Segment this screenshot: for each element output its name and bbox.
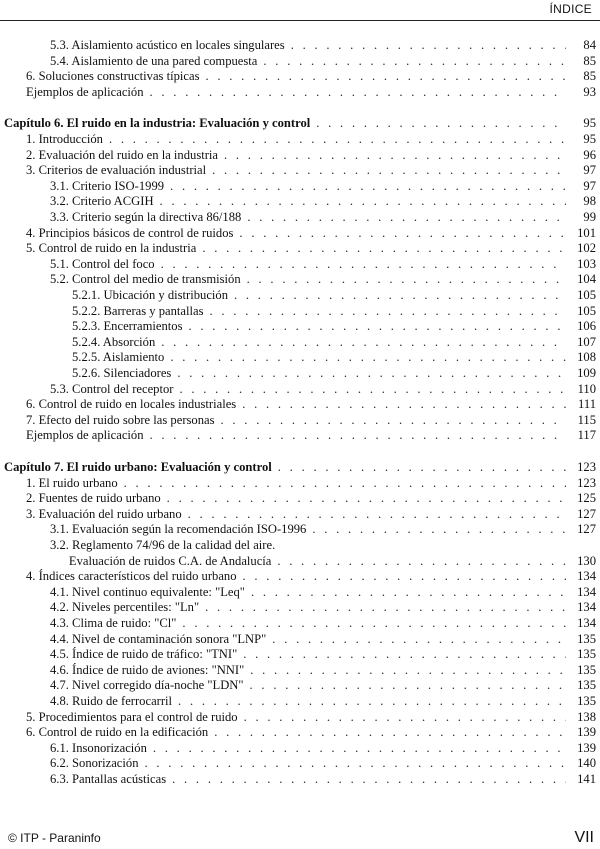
dot-leader [172,694,566,709]
toc-entry-title: Ejemplos de aplicación [26,428,144,443]
dot-leader [199,69,566,84]
toc-entry [0,522,600,537]
toc-entry [0,647,600,662]
dot-leader [228,288,566,303]
toc-entry [0,554,600,569]
toc-entry-page: 134 [577,569,596,584]
toc-entry [0,69,600,84]
publisher-footer: © ITP - Paraninfo [8,831,101,845]
toc-entry-title: 5.2.6. Silenciadores [72,366,172,380]
toc-entry-title: 5. Control de ruido en la industria [26,241,197,256]
toc-entry [0,226,600,241]
toc-entry-page: 95 [583,132,596,146]
dot-leader [118,476,566,491]
toc-entry-title: 4.6. Índice de ruido de aviones: "NNI" [50,662,245,677]
toc-entry-page: 102 [577,241,596,256]
toc-entry-title: 3.1. Evaluación según la recomendación ISO-1996 [50,522,307,537]
toc-entry-page: 101 [577,225,596,240]
toc-entry-title: 3.1. Criterio ISO-1999 [50,178,165,193]
dot-leader [161,491,566,506]
toc-entry-page: 135 [577,694,596,708]
toc-entry [0,319,600,334]
toc-entry-title: 6. Soluciones constructivas típicas [26,69,200,84]
toc-entry [0,725,600,740]
dot-leader [237,647,566,662]
dot-leader [215,413,566,428]
toc-entry [0,210,600,225]
toc-entry-page: 127 [577,506,596,521]
dot-leader [244,678,566,693]
dot-leader [173,382,566,397]
toc-entry-page: 97 [583,163,596,178]
dot-leader [206,163,566,178]
toc-chapter-entry [0,116,600,131]
dot-leader [306,522,566,537]
toc-entry-title: 5.4. Aislamiento de una pared compuesta [50,53,258,68]
toc-entry-title: 5.2.4. Absorción [72,334,156,349]
toc-entry-title: 6.1. Insonorización [50,740,147,755]
dot-leader [164,350,566,365]
toc-entry-title: 4.1. Nivel continuo equivalente: "Leq" [50,584,245,599]
toc-entry-page: 135 [577,647,596,662]
toc-entry-page: 123 [577,475,596,490]
toc-entry-title: 5.3. Control del receptor [50,381,174,396]
toc-entry-title: 5.2.3. Encerramientos [72,319,183,334]
toc-entry [0,335,600,350]
toc-entry-page: 117 [577,428,596,443]
toc-entry-title: 3. Criterios de evaluación industrial [26,163,207,178]
dot-leader [236,397,566,412]
dot-leader [310,116,566,131]
toc-entry-title: 4. Principios básicos de control de ruidos [26,225,234,240]
dot-leader [144,85,566,100]
toc-entry-title: 5. Procedimientos para el control de ruido [26,709,238,724]
toc-entry-page: 84 [583,38,596,52]
toc-entry [0,616,600,631]
dot-leader [182,507,566,522]
toc-entry [0,257,600,272]
toc-entry-title: 5.2.1. Ubicación y distribución [72,288,228,302]
dot-leader [155,335,566,350]
toc-entry-title: 4.5. Índice de ruido de tráfico: "TNI" [50,647,238,662]
toc-entry-page: 111 [578,397,596,412]
toc-entry [0,428,600,443]
toc-entry-title: 3.3. Criterio según la directiva 86/188 [50,210,242,224]
toc-entry-title: 3.2. Reglamento 74/96 de la calidad del aire. [50,538,276,552]
toc-entry [0,382,600,397]
toc-entry-title: 6. Control de ruido en locales industriales [26,397,237,412]
toc-entry [0,38,600,53]
toc-entry-page: 85 [583,69,596,84]
dot-leader [196,241,566,256]
dot-leader [241,272,566,287]
toc-entry-title: 5.1. Control del foco [50,256,155,271]
toc-entry-title: 7. Efecto del ruido sobre las personas [26,412,215,427]
toc-entry [0,288,600,303]
dot-leader [272,460,566,475]
toc-entry-title: 2. Fuentes de ruido urbano [26,491,161,506]
toc-entry-page: 110 [577,381,596,396]
toc-entry-page: 106 [577,319,596,334]
toc-entry-page: 98 [583,194,596,209]
toc-entry [0,179,600,194]
toc-entry-page: 93 [583,84,596,99]
dot-leader [208,725,566,740]
toc-entry-page: 138 [577,709,596,724]
toc-entry-page: 109 [577,366,596,380]
toc-entry [0,585,600,600]
toc-entry-page: 127 [577,522,596,537]
toc-entry-title: 5.2. Control del medio de transmisión [50,272,241,287]
toc-entry-title: 3. Evaluación del ruido urbano [26,506,182,521]
dot-leader [271,554,566,569]
toc-entry-page: 105 [577,288,596,302]
dot-leader [218,148,566,163]
toc-entry [0,148,600,163]
dot-leader [166,772,566,787]
dot-leader [199,600,566,615]
toc-entry-title: 2. Evaluación del ruido en la industria [26,147,218,162]
toc-entry [0,741,600,756]
toc-entry [0,710,600,725]
toc-entry [0,538,600,553]
dot-leader [183,319,566,334]
toc-entry-page: 107 [577,334,596,349]
dot-leader [204,304,567,319]
toc-entry-title: 3.2. Criterio ACGIH [50,194,154,209]
toc-entry-page: 85 [583,53,596,68]
toc-entry-page: 105 [577,303,596,318]
toc-entry [0,694,600,709]
toc-entry-title: 5.2.2. Barreras y pantallas [72,303,204,318]
toc-entry [0,476,600,491]
dot-leader [241,210,566,225]
toc-entry-title: 6.2. Sonorización [50,756,139,771]
toc-entry [0,397,600,412]
toc-entry-title: 1. Introducción [26,132,103,146]
dot-leader [139,756,567,771]
toc-entry-page: 95 [583,116,596,131]
toc-entry [0,491,600,506]
toc-entry [0,678,600,693]
toc-entry-page: 96 [583,147,596,162]
dot-leader [144,428,566,443]
page-number: VII [574,829,594,846]
toc-entry-title: 4.4. Nivel de contaminación sonora "LNP" [50,631,267,646]
toc-entry [0,241,600,256]
toc-entry-page: 99 [583,210,596,224]
toc-entry [0,272,600,287]
dot-leader [257,54,566,69]
toc-entry [0,350,600,365]
dot-leader [238,710,566,725]
toc-entry-title: Capítulo 6. El ruido en la industria: Evaluación y control [4,116,311,131]
toc-entry-page: 108 [577,350,596,365]
toc-entry [0,132,600,147]
dot-leader [285,38,566,53]
toc-entry [0,507,600,522]
toc-entry [0,85,600,100]
toc-entry-page: 103 [577,256,596,271]
toc-entry-title: Evaluación de ruidos C.A. de Andalucía [50,553,272,568]
toc-entry [0,663,600,678]
toc-entry-title: 6. Control de ruido en la edificación [26,725,209,740]
dot-leader [244,663,566,678]
dot-leader [147,741,566,756]
dot-leader [171,366,566,381]
toc-entry-title: Ejemplos de aplicación [26,84,144,99]
toc-entry-page: 134 [577,616,596,630]
toc-chapter-entry [0,460,600,475]
toc-entry-page: 97 [583,178,596,193]
toc-entry-page: 115 [577,412,596,427]
toc-entry [0,632,600,647]
toc-entry [0,600,600,615]
toc-entry-page: 140 [577,756,596,771]
dot-leader [233,226,566,241]
dot-leader [266,632,566,647]
dot-leader [176,616,566,631]
dot-leader [237,569,566,584]
toc-entry-page: 125 [577,491,596,506]
toc-entry-title: 4. Índices característicos del ruido urbano [26,569,237,584]
toc-entry [0,569,600,584]
toc-entry-title: 5.2.5. Aislamiento [72,350,165,365]
dot-leader [155,257,566,272]
toc-entry-title: 4.2. Niveles percentiles: "Ln" [50,600,200,615]
toc-entry-title: 4.3. Clima de ruido: "Cl" [50,616,177,630]
dot-leader [245,585,566,600]
toc-entry-title: Capítulo 7. El ruido urbano: Evaluación y control [4,460,272,474]
dot-leader [103,132,566,147]
toc-entry-page: 130 [577,553,596,568]
header-rule [0,20,600,21]
toc-entry [0,304,600,319]
toc-entry [0,163,600,178]
toc-entry-page: 135 [577,662,596,677]
toc-entry-title: 4.8. Ruido de ferrocarril [50,694,173,708]
toc-entry [0,194,600,209]
dot-leader [154,194,566,209]
toc-entry [0,366,600,381]
toc-entry-page: 139 [577,725,596,740]
dot-leader [164,179,566,194]
toc-entry [0,54,600,69]
toc-entry [0,413,600,428]
toc-entry-title: 4.7. Nivel corregido día-noche "LDN" [50,678,244,693]
toc-entry [0,756,600,771]
running-header: ÍNDICE [549,2,592,16]
toc-entry-title: 6.3. Pantallas acústicas [50,772,167,786]
toc-entry-page: 139 [577,740,596,755]
toc-entry-page: 104 [577,272,596,287]
toc-entry-page: 135 [577,631,596,646]
toc-entry-title: 1. El ruido urbano [26,475,118,490]
toc-entry-title: 5.3. Aislamiento acústico en locales singulares [50,38,285,52]
toc-entry-page: 135 [577,678,596,693]
toc-entry [0,772,600,787]
toc-entry-page: 123 [577,460,596,474]
toc-entry-page: 134 [577,584,596,599]
toc-entry-page: 141 [577,772,596,786]
toc-entry-page: 134 [577,600,596,615]
